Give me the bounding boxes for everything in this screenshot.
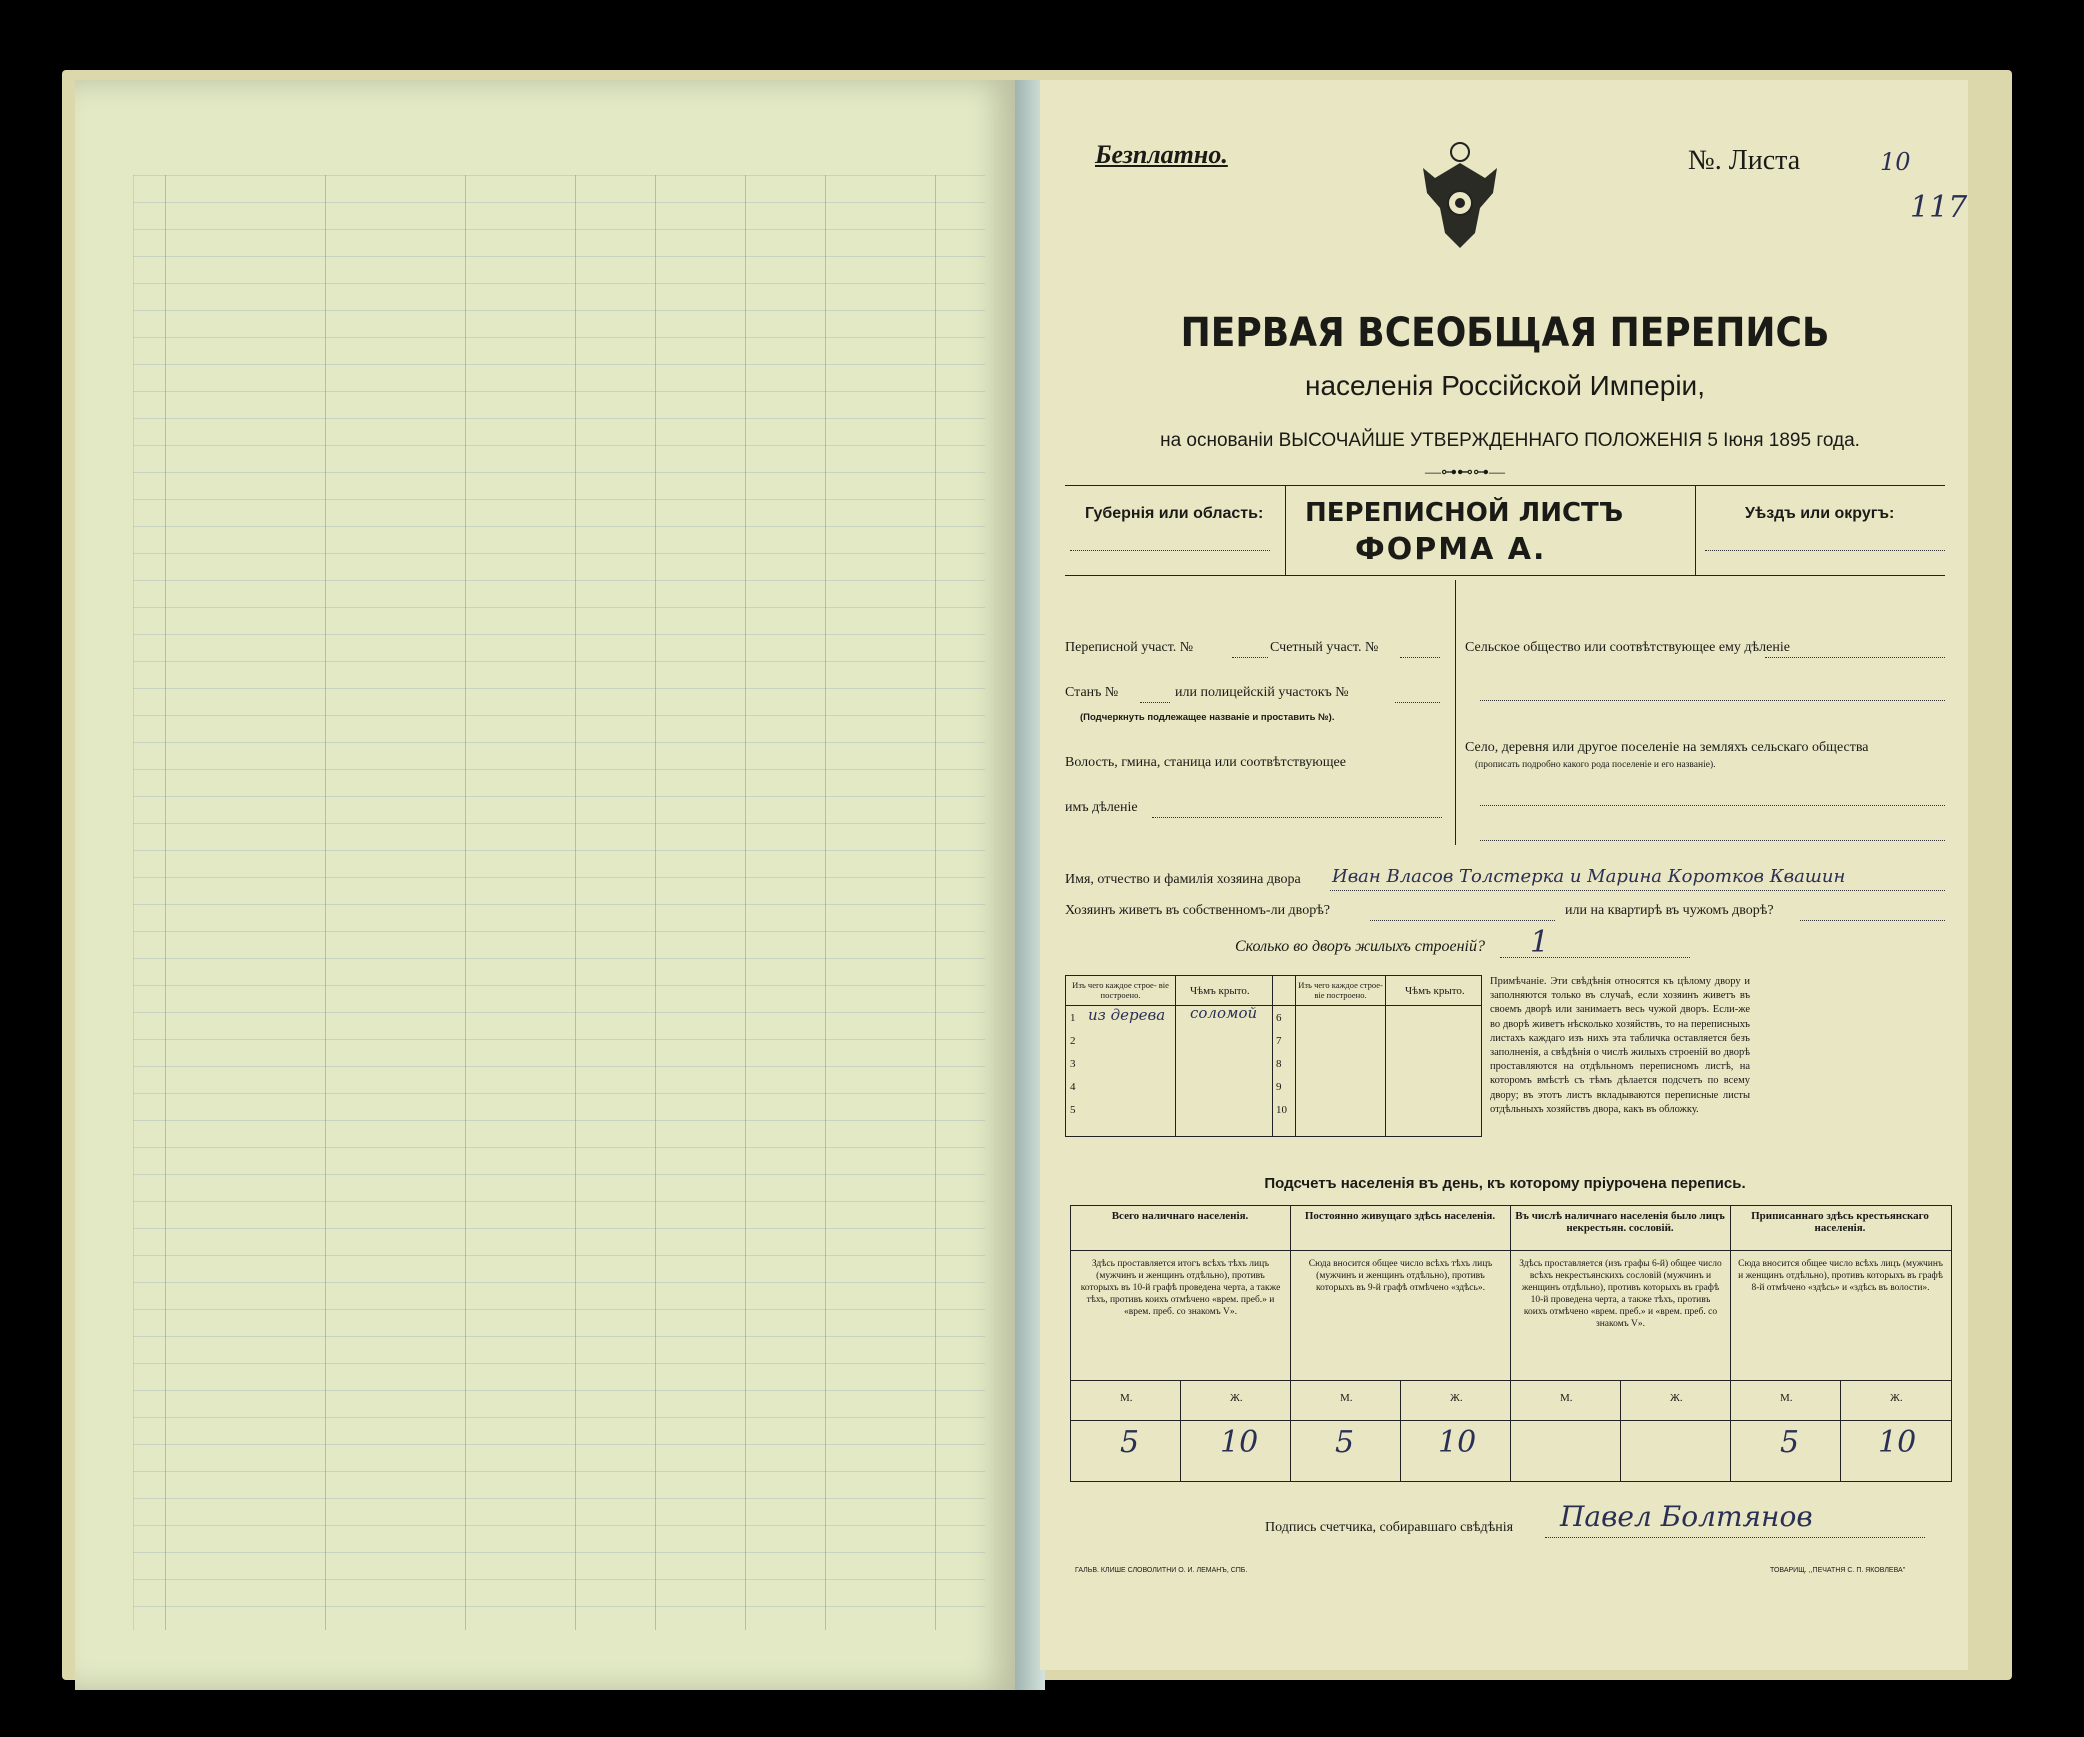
province-field[interactable]: [1070, 550, 1270, 551]
form-a-label: ФОРМА А.: [1355, 532, 1547, 567]
rule: [1180, 1380, 1181, 1482]
counting-section-field[interactable]: [1400, 657, 1440, 658]
rule: [1695, 485, 1696, 575]
row1-material-hand: из дерева: [1088, 1006, 1166, 1024]
row1-roof-hand: соломой: [1190, 1004, 1258, 1022]
left-page: [75, 80, 1015, 1690]
left-column-line: [745, 175, 746, 1630]
volost-field[interactable]: [1152, 817, 1442, 818]
corner-number-hand: 117: [1910, 190, 1968, 225]
female-label: Ж.: [1670, 1392, 1683, 1404]
left-column-line: [935, 175, 936, 1630]
police-section-label: или полицейскій участокъ №: [1175, 685, 1349, 700]
table-row-number: 2: [1070, 1035, 1076, 1047]
free-label: Безплатно.: [1095, 140, 1228, 169]
form-main-title: ПЕРВАЯ ВСЕОБЩАЯ ПЕРЕПИСЬ: [1180, 310, 1830, 356]
table-row-number: 10: [1276, 1104, 1287, 1116]
rule: [1385, 975, 1386, 1137]
owner-name-field[interactable]: [1330, 890, 1945, 891]
permanent-female-hand: 10: [1438, 1425, 1477, 1460]
buildings-field[interactable]: [1500, 957, 1690, 958]
population-col-desc: Здѣсь проставляется (изъ графы 6-й) общее число всѣхъ некрестьянскихъ сословій (мужчинъ и женщинъ отдѣльно), противъ которыхъ въ графѣ 10-й проведена черта, а также тѣхъ, противъ коихъ отмѣчено «врем. преб.» и «врем. преб. со знакомъ V».: [1519, 1259, 1722, 1329]
left-column-line: [465, 175, 466, 1630]
rule: [1510, 1205, 1511, 1482]
left-page-grid: [133, 175, 985, 1630]
population-col-title: Постоянно живущаго здѣсь населенія.: [1304, 1210, 1496, 1222]
underline-note: (Подчеркнуть подлежащее названіе и проставить №).: [1080, 712, 1335, 723]
or-apartment-field[interactable]: [1800, 920, 1945, 921]
village-field[interactable]: [1480, 805, 1945, 806]
owner-lives-label: Хозяинъ живетъ въ собственномъ-ли дворѣ?: [1065, 903, 1331, 918]
rule: [1175, 975, 1176, 1137]
or-apartment-label: или на квартирѣ въ чужомъ дворѣ?: [1565, 903, 1774, 918]
ornament-divider: —⊶⊷⊶—: [1425, 464, 1505, 481]
stan-label: Станъ №: [1065, 685, 1119, 700]
district-field[interactable]: [1705, 550, 1945, 551]
total-female-hand: 10: [1220, 1425, 1259, 1460]
left-column-line: [165, 175, 166, 1630]
buildings-material-header-2: Изъ чего каждое строе- віе построено.: [1298, 980, 1383, 1000]
female-label: Ж.: [1230, 1392, 1243, 1404]
table-row-number: 8: [1276, 1058, 1282, 1070]
police-section-field[interactable]: [1395, 702, 1440, 703]
sheet-number-hand: 10: [1880, 148, 1911, 176]
left-column-line: [655, 175, 656, 1630]
volost-label-line1: Волость, гмина, станица или соотвѣтствующее: [1065, 755, 1346, 770]
rule: [1295, 975, 1296, 1137]
right-imprint: ТОВАРИЩ. ,,ПЕЧАТНЯ С. П. ЯКОВЛЕВА'': [1770, 1567, 1906, 1574]
rule: [1070, 1380, 1952, 1381]
left-column-line: [325, 175, 326, 1630]
table-row-number: 5: [1070, 1104, 1076, 1116]
left-column-line: [825, 175, 826, 1630]
table-row-number: 4: [1070, 1081, 1076, 1093]
village-label-line1: Село, деревня или другое поселеніе на земляхъ сельскаго общества: [1465, 740, 1869, 755]
census-form-page: [1040, 80, 1968, 1670]
population-col-title: Всего наличнаго населенія.: [1111, 1210, 1249, 1222]
district-label: Уѣздъ или округъ:: [1745, 505, 1895, 522]
male-label: М.: [1780, 1392, 1793, 1404]
owner-name-label: Имя, отчество и фамилія хозяина двора: [1065, 872, 1301, 887]
rule: [1070, 1250, 1952, 1251]
male-label: М.: [1560, 1392, 1573, 1404]
table-row-number: 1: [1070, 1012, 1076, 1024]
permanent-male-hand: 5: [1335, 1425, 1355, 1460]
buildings-count-hand: 1: [1530, 925, 1550, 960]
form-basis: на основаніи ВЫСОЧАЙШЕ УТВЕРЖДЕННАГО ПОЛОЖЕНІЯ 5 Іюня 1895 года.: [1160, 430, 1860, 451]
signature-hand: Павел Болтянов: [1560, 1500, 1813, 1533]
population-col-title: Приписаннаго здѣсь крестьянскаго населенія.: [1751, 1210, 1929, 1234]
registered-female-hand: 10: [1878, 1425, 1917, 1460]
table-row-number: 3: [1070, 1058, 1076, 1070]
table-row-number: 9: [1276, 1081, 1282, 1093]
buildings-roof-header: Чѣмъ крыто.: [1190, 985, 1250, 997]
female-label: Ж.: [1890, 1392, 1903, 1404]
rule: [1620, 1380, 1621, 1482]
volost-label-line2: имъ дѣленіе: [1065, 800, 1138, 815]
rule: [1285, 485, 1286, 575]
population-col-desc: Сюда вносится общее число всѣхъ тѣхъ лицъ (мужчинъ и женщинъ отдѣльно), противъ которыхъ въ 9-й графѣ отмѣчено «здѣсь».: [1308, 1259, 1493, 1293]
registered-male-hand: 5: [1780, 1425, 1800, 1460]
form-subtitle: населенія Россійской Имперіи,: [1305, 370, 1705, 401]
left-imprint: ГАЛЬВ. КЛИШЕ СЛОВОЛИТНИ О. И. ЛЕМАНЪ, СПБ.: [1075, 1567, 1248, 1574]
rule: [1070, 1420, 1952, 1421]
male-label: М.: [1340, 1392, 1353, 1404]
population-heading: Подсчетъ населенія въ день, къ которому пріурочена перепись.: [1264, 1175, 1746, 1192]
signature-field[interactable]: [1545, 1537, 1925, 1538]
coat-of-arms-icon: [1415, 138, 1505, 258]
male-label: М.: [1120, 1392, 1133, 1404]
buildings-roof-header-2: Чѣмъ крыто.: [1405, 985, 1465, 997]
population-col-title: Въ числѣ наличнаго населенія было лицъ некрестьян. сословій.: [1515, 1210, 1725, 1234]
sheet-number-label: №. Листа: [1688, 145, 1801, 176]
census-sheet-title: ПЕРЕПИСНОЙ ЛИСТЪ: [1305, 498, 1624, 528]
table-row-number: 6: [1276, 1012, 1282, 1024]
rule: [1400, 1380, 1401, 1482]
population-table: [1070, 1205, 1952, 1482]
rule: [1455, 580, 1456, 845]
buildings-note: Примѣчаніе. Эти свѣдѣнія относятся къ цѣлому двору и заполняются только въ случаѣ, если хозяинъ живетъ въ своемъ дворѣ или занимаетъ весь чужой дворъ. Если-же во дворѣ живетъ нѣсколько хозяйствъ, то на переписныхъ листахъ каждаго изъ нихъ эта табличка оставляется безъ заполненія, а свѣдѣнія о числѣ жилыхъ строеній во дворѣ проставляются на отдѣльномъ переписномъ листѣ, на которомъ вмѣстѣ съ тѣмъ дѣлается подсчетъ по всему двору; въ этотъ листъ вкладываются переписные листы отдѣльныхъ хозяйствъ двора, какъ въ обложку.: [1490, 976, 1750, 1115]
stan-field[interactable]: [1140, 702, 1170, 703]
rule: [1840, 1380, 1841, 1482]
total-male-hand: 5: [1120, 1425, 1140, 1460]
rural-society-field-2[interactable]: [1480, 700, 1945, 701]
province-label: Губернія или область:: [1085, 505, 1264, 522]
population-col-desc: Здѣсь проставляется итогъ всѣхъ тѣхъ лицъ (мужчинъ и женщинъ отдѣльно), противъ которыхъ въ 10-й графѣ проведена черта, а также тѣхъ, противъ коихъ отмѣчено «врем. преб.» и «врем. преб. со знакомъ V».: [1080, 1259, 1281, 1317]
population-col-desc: Сюда вносится общее число всѣхъ лицъ (мужчинъ и женщинъ отдѣльно), противъ которыхъ въ графѣ 8-й отмѣчено «здѣсь» и «здѣсь въ волости».: [1738, 1259, 1943, 1293]
owner-lives-field[interactable]: [1370, 920, 1555, 921]
rule: [1065, 575, 1945, 576]
rule: [1065, 485, 1945, 486]
buildings-question: Сколько во дворъ жилыхъ строеній?: [1235, 938, 1485, 955]
owner-name-hand: Иван Власов Толстерка и Марина Коротков Квашин: [1332, 866, 1846, 887]
rural-society-label: Сельское общество или соотвѣтствующее ему дѣленіе: [1465, 640, 1790, 655]
female-label: Ж.: [1450, 1392, 1463, 1404]
rule: [1730, 1205, 1731, 1482]
census-section-label: Переписной участ. №: [1065, 640, 1194, 655]
rule: [1290, 1205, 1291, 1482]
rural-society-field[interactable]: [1765, 657, 1945, 658]
village-label-line2: (прописать подробно какого рода поселеніе и его названіе).: [1475, 760, 1716, 770]
signature-label: Подпись счетчика, собиравшаго свѣдѣнія: [1265, 1520, 1514, 1535]
village-field-2[interactable]: [1480, 840, 1945, 841]
census-section-field[interactable]: [1232, 657, 1268, 658]
table-row-number: 7: [1276, 1035, 1282, 1047]
rule: [1272, 975, 1273, 1137]
left-column-line: [575, 175, 576, 1630]
counting-section-label: Счетный участ. №: [1270, 640, 1379, 655]
buildings-material-header: Изъ чего каждое строе- віе построено.: [1072, 980, 1169, 1000]
